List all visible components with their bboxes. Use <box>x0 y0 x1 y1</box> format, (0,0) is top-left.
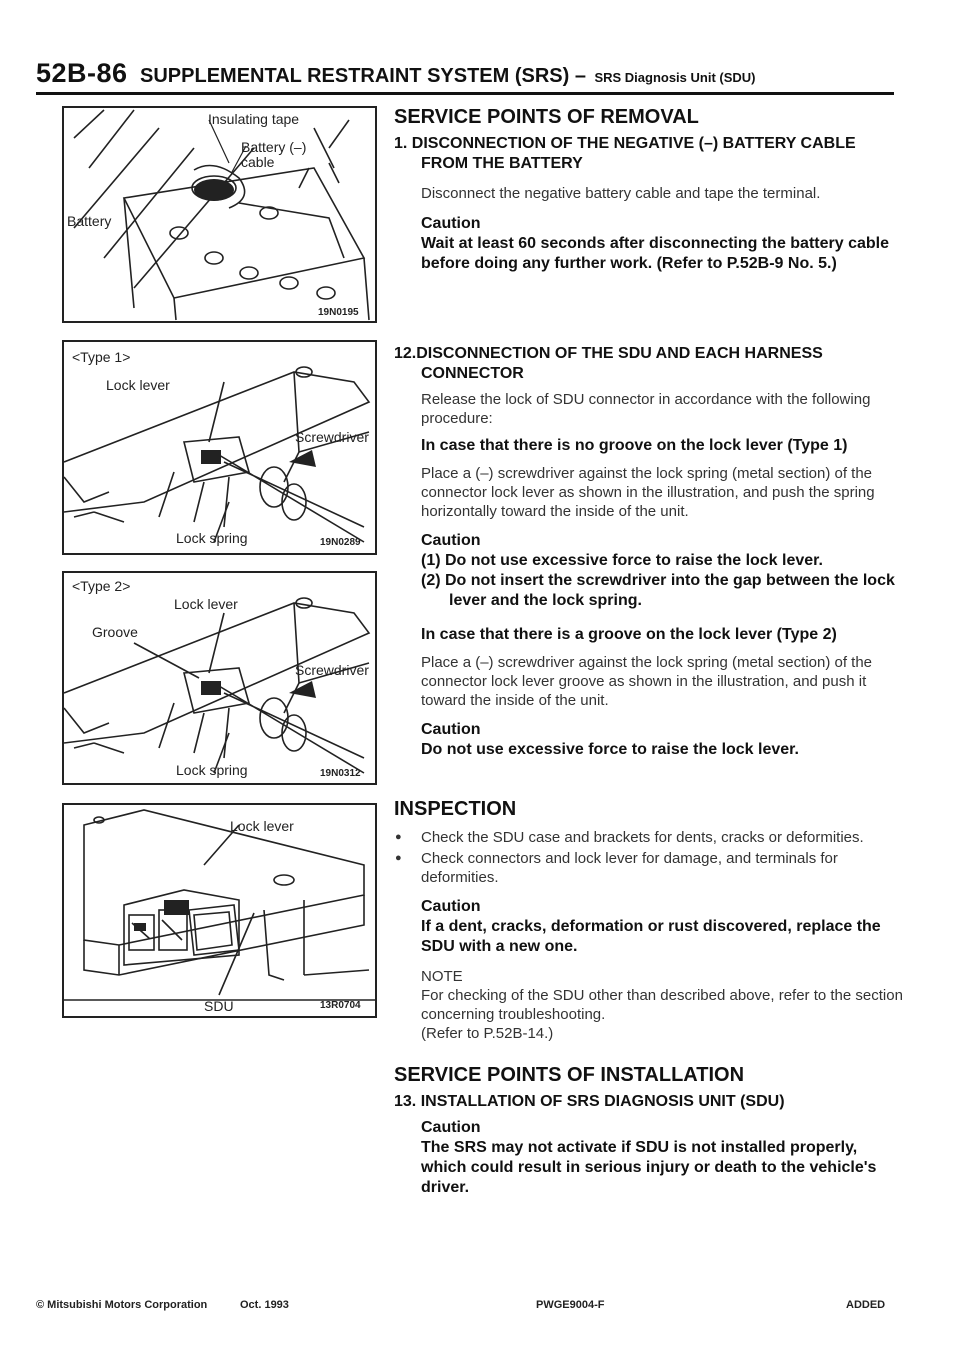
label-lock-lever-1: Lock lever <box>106 377 170 393</box>
case2-heading: In case that there is a groove on the lock lever (Type 2) <box>421 626 837 643</box>
case1-caution-1: (1) Do not use excessive force to raise the lock lever. <box>421 552 823 569</box>
step1-caution-text: Wait at least 60 seconds after disconnecting the battery cable before doing any further work. (Refer to P.52B-9 No. 5.) <box>421 235 889 272</box>
step12-intro: Release the lock of SDU connector in accordance with the following procedure: <box>421 391 871 427</box>
figure-battery <box>62 106 377 323</box>
label-battery: Battery <box>67 213 112 229</box>
page-code: 52B-86 <box>36 58 128 88</box>
figure-type2 <box>62 571 377 785</box>
footer-copyright: © Mitsubishi Motors Corporation <box>36 1299 208 1311</box>
installation-section <box>394 1064 904 1198</box>
sdu-illustration <box>64 805 375 1016</box>
inspection-note-ref: (Refer to P.52B-14.) <box>421 1025 554 1042</box>
installation-heading: SERVICE POINTS OF INSTALLATION <box>394 1064 745 1086</box>
step1-text: Disconnect the negative battery cable and tape the terminal. <box>421 185 821 202</box>
inspection-caution-text: If a dent, cracks, deformation or rust discovered, replace the SDU with a new one. <box>421 918 881 955</box>
label-screwdriver-2: Screwdriver <box>295 662 369 678</box>
figure-ref-3: 19N0312 <box>320 768 361 779</box>
label-insulating-tape: Insulating tape <box>208 111 300 127</box>
case2-text: Place a (–) screwdriver against the lock spring (metal section) of the connector lock lever groove as shown in the illustration, and push it toward the inside of the unit. <box>421 654 873 709</box>
header-rule <box>36 92 894 95</box>
inspection-caution-label: Caution <box>421 898 481 915</box>
case1-heading: In case that there is no groove on the lock lever (Type 1) <box>421 437 848 454</box>
inspection-section <box>394 798 904 1043</box>
footer-date: Oct. 1993 <box>240 1299 289 1311</box>
label-screwdriver-1: Screwdriver <box>295 429 369 445</box>
removal-section <box>394 106 904 274</box>
step1-caution-label: Caution <box>421 215 481 232</box>
type1-illustration <box>64 342 375 553</box>
inspection-note-label: NOTE <box>421 968 463 985</box>
case1-caution-2: (2) Do not insert the screwdriver into the gap between the lock lever and the lock spring. <box>421 572 895 609</box>
type1-label: <Type 1> <box>72 349 131 365</box>
label-battery-cable: Battery (–) cable <box>241 139 307 170</box>
label-sdu: SDU <box>204 998 234 1014</box>
label-lock-lever-3: Lock lever <box>230 818 294 834</box>
label-lock-spring-1: Lock spring <box>176 530 248 546</box>
case1-text: Place a (–) screwdriver against the lock spring (metal section) of the connector lock lever as shown in the illustration, and push the spring horizontally toward the inside of the unit. <box>421 465 875 520</box>
figure-type1 <box>62 340 377 555</box>
installation-caution-text: The SRS may not activate if SDU is not installed properly, which could result in serious injury or death to the vehicle's driver. <box>421 1139 877 1196</box>
figure-ref-2: 19N0289 <box>320 537 361 548</box>
page-title: SUPPLEMENTAL RESTRAINT SYSTEM (SRS) – <box>140 65 586 87</box>
step1-title: 1. DISCONNECTION OF THE NEGATIVE (–) BATTERY CABLE FROM THE BATTERY <box>394 135 856 172</box>
inspection-bullet-1: ● Check the SDU case and brackets for dents, cracks or deformities. <box>394 828 904 847</box>
step13-title: 13. INSTALLATION OF SRS DIAGNOSIS UNIT (SDU) <box>394 1093 785 1110</box>
label-groove: Groove <box>92 624 138 640</box>
page-header <box>36 58 756 89</box>
removal-heading: SERVICE POINTS OF REMOVAL <box>394 106 699 128</box>
figure-ref-1: 19N0195 <box>318 307 359 318</box>
case1-caution-label: Caution <box>421 532 481 549</box>
case2-caution-label: Caution <box>421 721 481 738</box>
type2-label: <Type 2> <box>72 578 131 594</box>
case2-caution: Do not use excessive force to raise the lock lever. <box>421 741 799 758</box>
footer-code: PWGE9004-F <box>536 1299 605 1311</box>
figure-sdu <box>62 803 377 1018</box>
footer-status: ADDED <box>846 1299 886 1311</box>
inspection-note-text: For checking of the SDU other than described above, refer to the section concerning troubleshooting. <box>421 987 903 1023</box>
step12-title: 12.DISCONNECTION OF THE SDU AND EACH HARNESS CONNECTOR <box>394 345 823 382</box>
step12-section <box>394 344 904 760</box>
page-subtitle: SRS Diagnosis Unit (SDU) <box>594 70 756 85</box>
label-lock-spring-2: Lock spring <box>176 762 248 778</box>
label-lock-lever-2: Lock lever <box>174 596 238 612</box>
figure-ref-4: 13R0704 <box>320 1000 361 1011</box>
inspection-heading: INSPECTION <box>394 798 517 820</box>
inspection-bullet-2: ● Check connectors and lock lever for damage, and terminals for deformities. <box>394 849 904 887</box>
installation-caution-label: Caution <box>421 1119 481 1136</box>
